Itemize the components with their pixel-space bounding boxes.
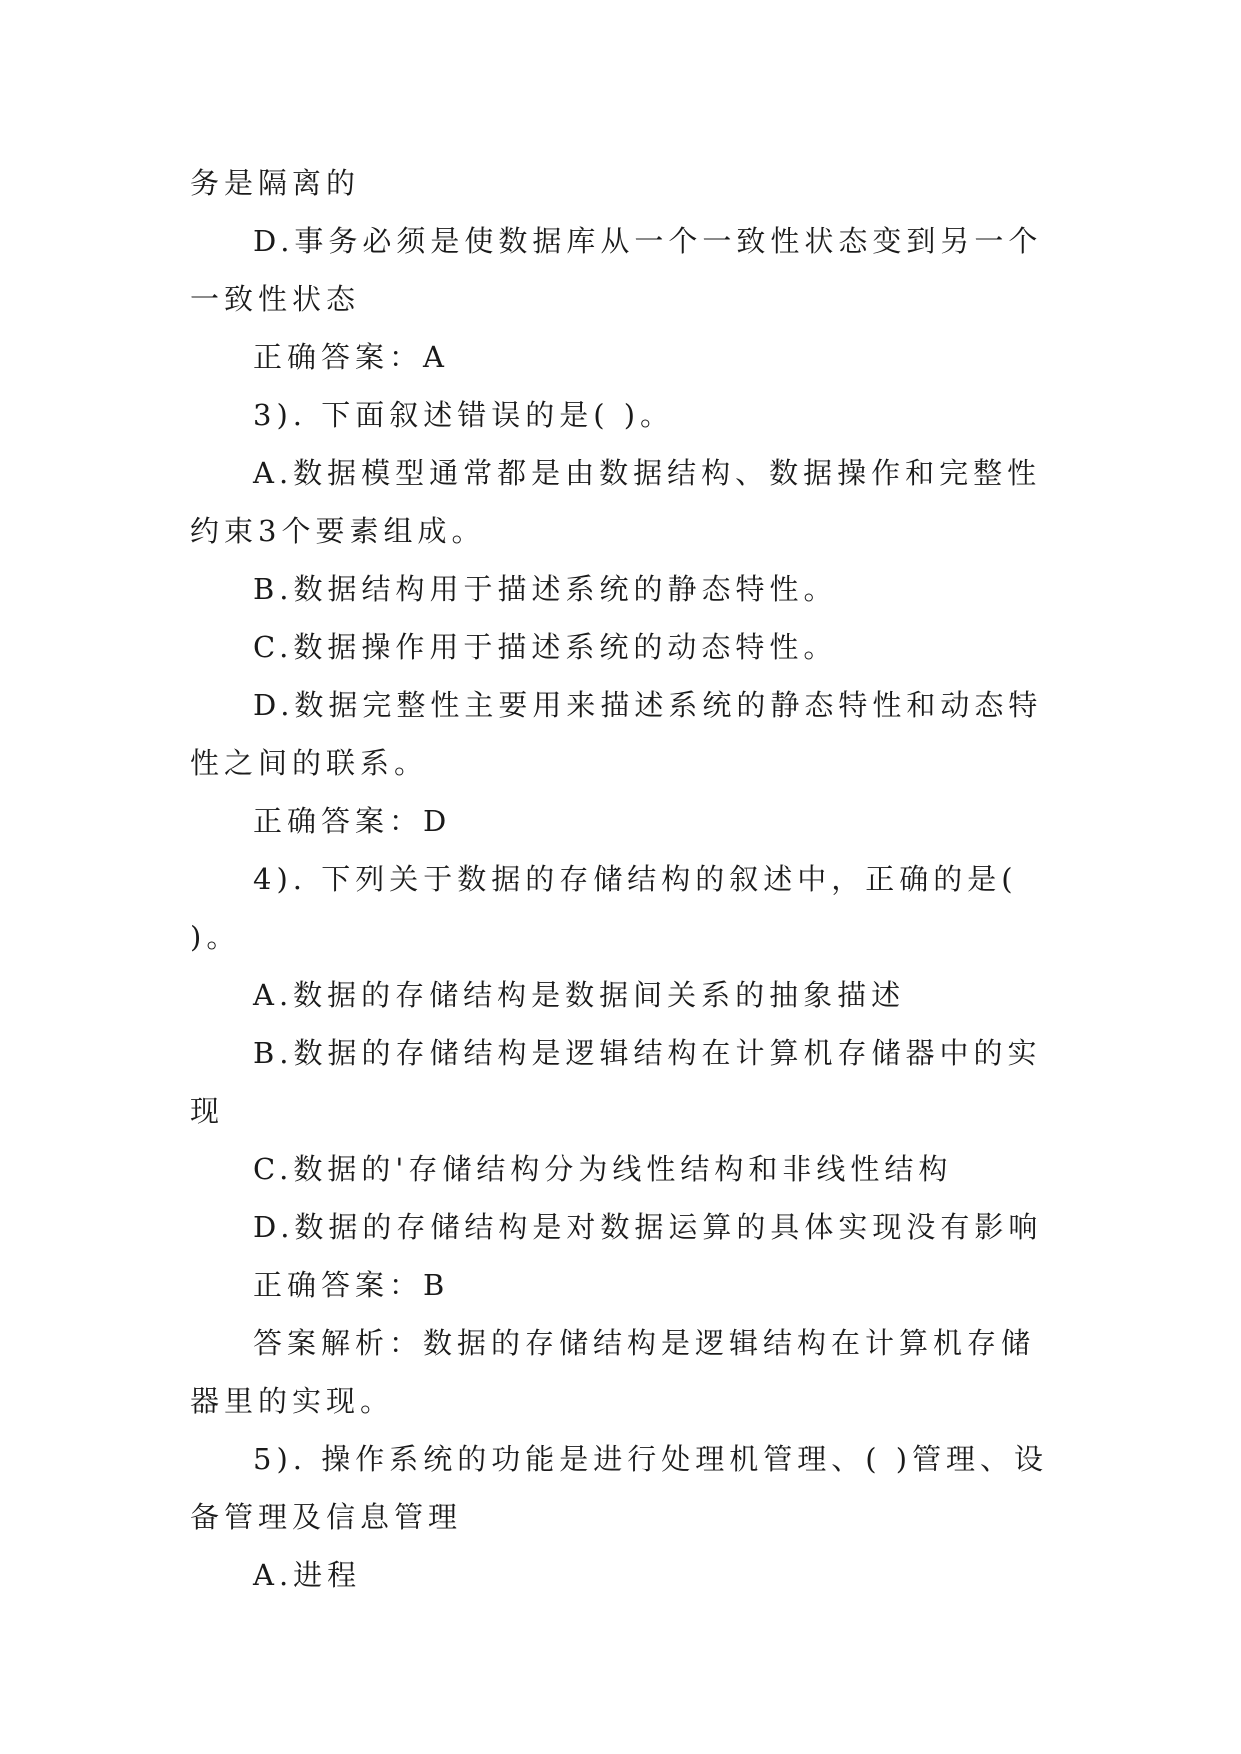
answer-q4: 正确答案：B	[253, 1268, 450, 1302]
q5-option-a: A.进程	[253, 1558, 362, 1592]
answer-explanation-q4: 答案解析：数据的存储结构是逻辑结构在计算机存储器里的实现。	[190, 1326, 1036, 1418]
option-d-transaction: D.事务必须是使数据库从一个一致性状态变到另一个一致性状态	[190, 224, 1043, 316]
question-3: 3). 下面叙述错误的是( )。	[253, 398, 675, 432]
q3-option-c: C.数据操作用于描述系统的动态特性。	[253, 630, 838, 664]
q4-option-d: D.数据的存储结构是对数据运算的具体实现没有影响	[253, 1210, 1043, 1244]
q3-option-a: A.数据模型通常都是由数据结构、数据操作和完整性约束3个要素组成。	[190, 456, 1042, 548]
paragraph-continuation: 务是隔离的	[190, 166, 361, 200]
question-5: 5). 操作系统的功能是进行处理机管理、( )管理、设备管理及信息管理	[190, 1442, 1049, 1534]
q3-option-b: B.数据结构用于描述系统的静态特性。	[253, 572, 838, 606]
q4-option-a: A.数据的存储结构是数据间关系的抽象描述	[253, 978, 906, 1012]
answer-q2: 正确答案：A	[253, 340, 449, 374]
answer-q3: 正确答案：D	[253, 804, 452, 838]
document-page	[190, 154, 1052, 1604]
q4-option-b: B.数据的存储结构是逻辑结构在计算机存储器中的实现	[190, 1036, 1042, 1128]
question-4: 4). 下列关于数据的存储结构的叙述中，正确的是( )。	[190, 862, 1018, 954]
q3-option-d: D.数据完整性主要用来描述系统的静态特性和动态特性之间的联系。	[190, 688, 1043, 780]
q4-option-c: C.数据的'存储结构分为线性结构和非线性结构	[253, 1152, 953, 1186]
